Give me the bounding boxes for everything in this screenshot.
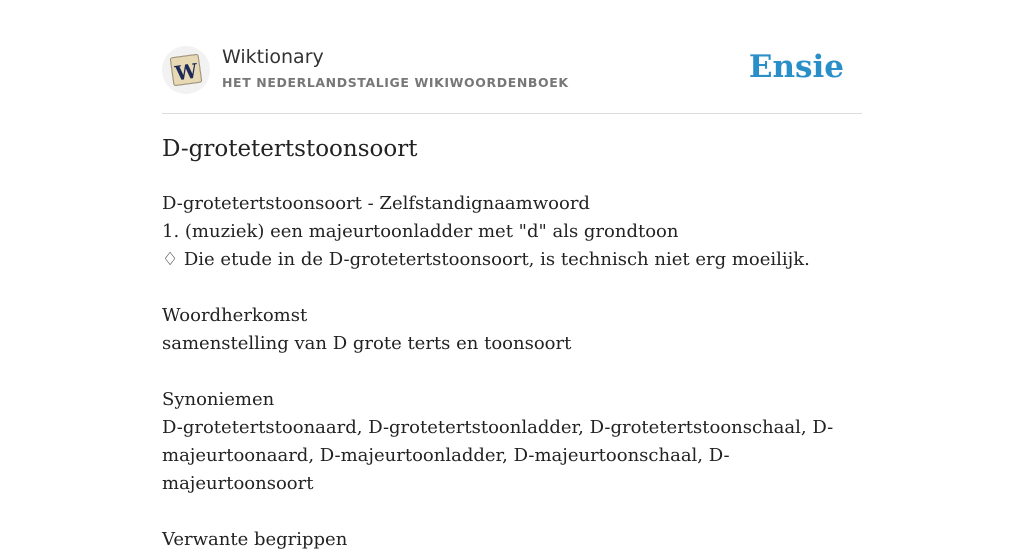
- etymology-text: samenstelling van D grote terts en toonsoort: [162, 333, 572, 354]
- entry-content: [162, 190, 862, 554]
- spacer: [162, 358, 862, 386]
- header-divider: [162, 113, 862, 114]
- site-name[interactable]: Wiktionary: [222, 46, 324, 68]
- page: [162, 0, 862, 550]
- logo-tile-graphic: [162, 46, 210, 94]
- synonyms-text: D-grotetertstoonaard, D-grotetertstoonladder, D-grotetertstoonschaal, D-majeurtoonaard, D-majeurtoonladder, D-majeurtoonschaal, D-majeurtoonsoort: [162, 417, 834, 494]
- ensie-brand-link[interactable]: Ensie: [748, 49, 844, 85]
- definition-line: 1. (muziek) een majeurtoonladder met "d" als grondtoon: [162, 221, 679, 242]
- spacer: [162, 498, 862, 526]
- synonyms-heading: Synoniemen: [162, 389, 275, 410]
- logo-letter: W: [173, 58, 200, 86]
- wiktionary-logo-icon[interactable]: [162, 46, 210, 94]
- example-line: ♢ Die etude in de D-grotetertstoonsoort, is technisch niet erg moeilijk.: [162, 249, 810, 270]
- site-header: [162, 44, 862, 96]
- related-heading: Verwante begrippen: [162, 529, 348, 550]
- etymology-heading: Woordherkomst: [162, 305, 308, 326]
- page-title: D-grotetertstoonsoort: [162, 136, 418, 162]
- spacer: [162, 274, 862, 302]
- headword-line: D-grotetertstoonsoort - Zelfstandignaamwoord: [162, 193, 590, 214]
- site-tagline: HET NEDERLANDSTALIGE WIKIWOORDENBOEK: [222, 75, 569, 90]
